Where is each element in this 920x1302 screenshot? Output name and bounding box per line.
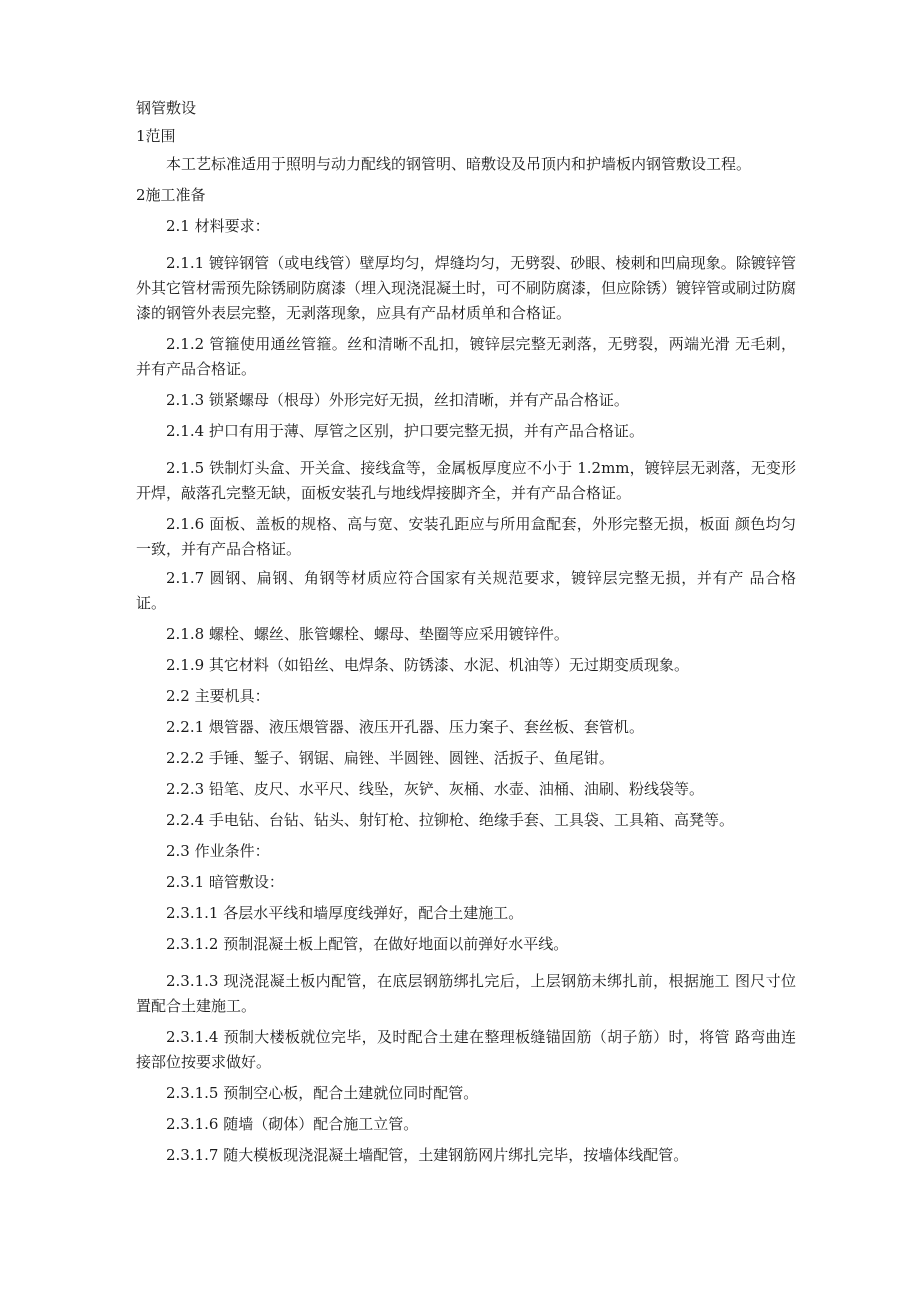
item-2-3-1-1: 2.3.1.1 各层水平线和墙厚度线弹好，配合土建施工。 (166, 904, 524, 922)
item-2-2: 2.2 主要机具： (166, 687, 270, 705)
item-2-2-2: 2.2.2 手锤、錾子、钢锯、扁锉、半圆锉、圆锉、活扳子、鱼尾钳。 (166, 749, 614, 767)
item-2-1-8: 2.1.8 螺栓、螺丝、胀管螺栓、螺母、垫圈等应采用镀锌件。 (166, 625, 569, 643)
item-2-1-4: 2.1.4 护口有用于薄、厚管之区别，护口要完整无损，并有产品合格证。 (166, 422, 644, 440)
item-2-3-1-3: 2.3.1.3 现浇混凝土板内配管，在底层钢筋绑扎完后，上层钢筋未绑扎前，根据施工 图尺寸位置配合土建施工。 (136, 972, 796, 1015)
item-2-2-1: 2.2.1 煨管器、液压煨管器、液压开孔器、压力案子、套丝板、套管机。 (166, 718, 644, 736)
item-2-1-5: 2.1.5 铁制灯头盒、开关盒、接线盒等，金属板厚度应不小于 1.2mm，镀锌层无剥落，无变形开焊，敲落孔完整无缺，面板安装孔与地线焊接脚齐全，并有产品合格证。 (136, 459, 796, 502)
item-2-3-1-4: 2.3.1.4 预制大楼板就位完毕，及时配合土建在整理板缝锚固筋（胡子筋）时，将管 路弯曲连接部位按要求做好。 (136, 1028, 796, 1071)
item-2-1-1: 2.1.1 镀锌钢管（或电线管）壁厚均匀，焊缝均匀，无劈裂、砂眼、棱刺和凹扁现象。除镀锌管外其它管材需预先除锈刷防腐漆（埋入现浇混凝土时，可不刷防腐漆，但应除锈）镀锌管或刷过防腐漆的钢管外表层完整，无剥落现象，应具有产品材质单和合格证。 (136, 254, 797, 322)
item-2-3-1-2: 2.3.1.2 预制混凝土板上配管，在做好地面以前弹好水平线。 (166, 935, 569, 953)
item-2-1-2: 2.1.2 管箍使用通丝管箍。丝和清晰不乱扣，镀锌层完整无剥落，无劈裂，两端光滑 无毛刺，并有产品合格证。 (136, 335, 796, 378)
item-2-3-1: 2.3.1 暗管敷设： (166, 873, 284, 891)
item-2-1-9: 2.1.9 其它材料（如铅丝、电焊条、防锈漆、水泥、机油等）无过期变质现象。 (166, 656, 689, 674)
item-2-3-1-5: 2.3.1.5 预制空心板，配合土建就位同时配管。 (166, 1084, 479, 1102)
item-2-1-3: 2.1.3 锁紧螺母（根母）外形完好无损，丝扣清晰，并有产品合格证。 (166, 391, 629, 409)
item-2-3-1-7: 2.3.1.7 随大模板现浇混凝土墙配管，土建钢筋网片绑扎完毕，按墙体线配管。 (166, 1146, 689, 1164)
section-heading-scope: 1范围 (136, 127, 176, 145)
item-2-2-3: 2.2.3 铅笔、皮尺、水平尺、线坠，灰铲、灰桶、水壶、油桶、油刷、粉线袋等。 (166, 780, 704, 798)
item-2-2-4: 2.2.4 手电钻、台钻、钻头、射钉枪、拉铆枪、绝缘手套、工具袋、工具箱、高凳等。 (166, 811, 734, 829)
item-2-1: 2.1 材料要求： (166, 217, 270, 235)
section-heading-preparation: 2施工准备 (136, 186, 206, 204)
document-page (136, 96, 796, 1174)
item-2-3-1-6: 2.3.1.6 随墙（砌体）配合施工立管。 (166, 1115, 419, 1133)
document-title: 钢管敷设 (136, 99, 197, 117)
item-2-1-7: 2.1.7 圆钢、扁钢、角钢等材质应符合国家有关规范要求，镀锌层完整无损，并有产 品合格证。 (136, 569, 796, 612)
scope-paragraph: 本工艺标准适用于照明与动力配线的钢管明、暗敷设及吊顶内和护墙板内钢管敷设工程。 (166, 155, 752, 173)
item-2-1-6: 2.1.6 面板、盖板的规格、高与宽、安装孔距应与所用盒配套，外形完整无损，板面 颜色均匀一致，并有产品合格证。 (136, 515, 796, 558)
item-2-3: 2.3 作业条件： (166, 842, 270, 860)
